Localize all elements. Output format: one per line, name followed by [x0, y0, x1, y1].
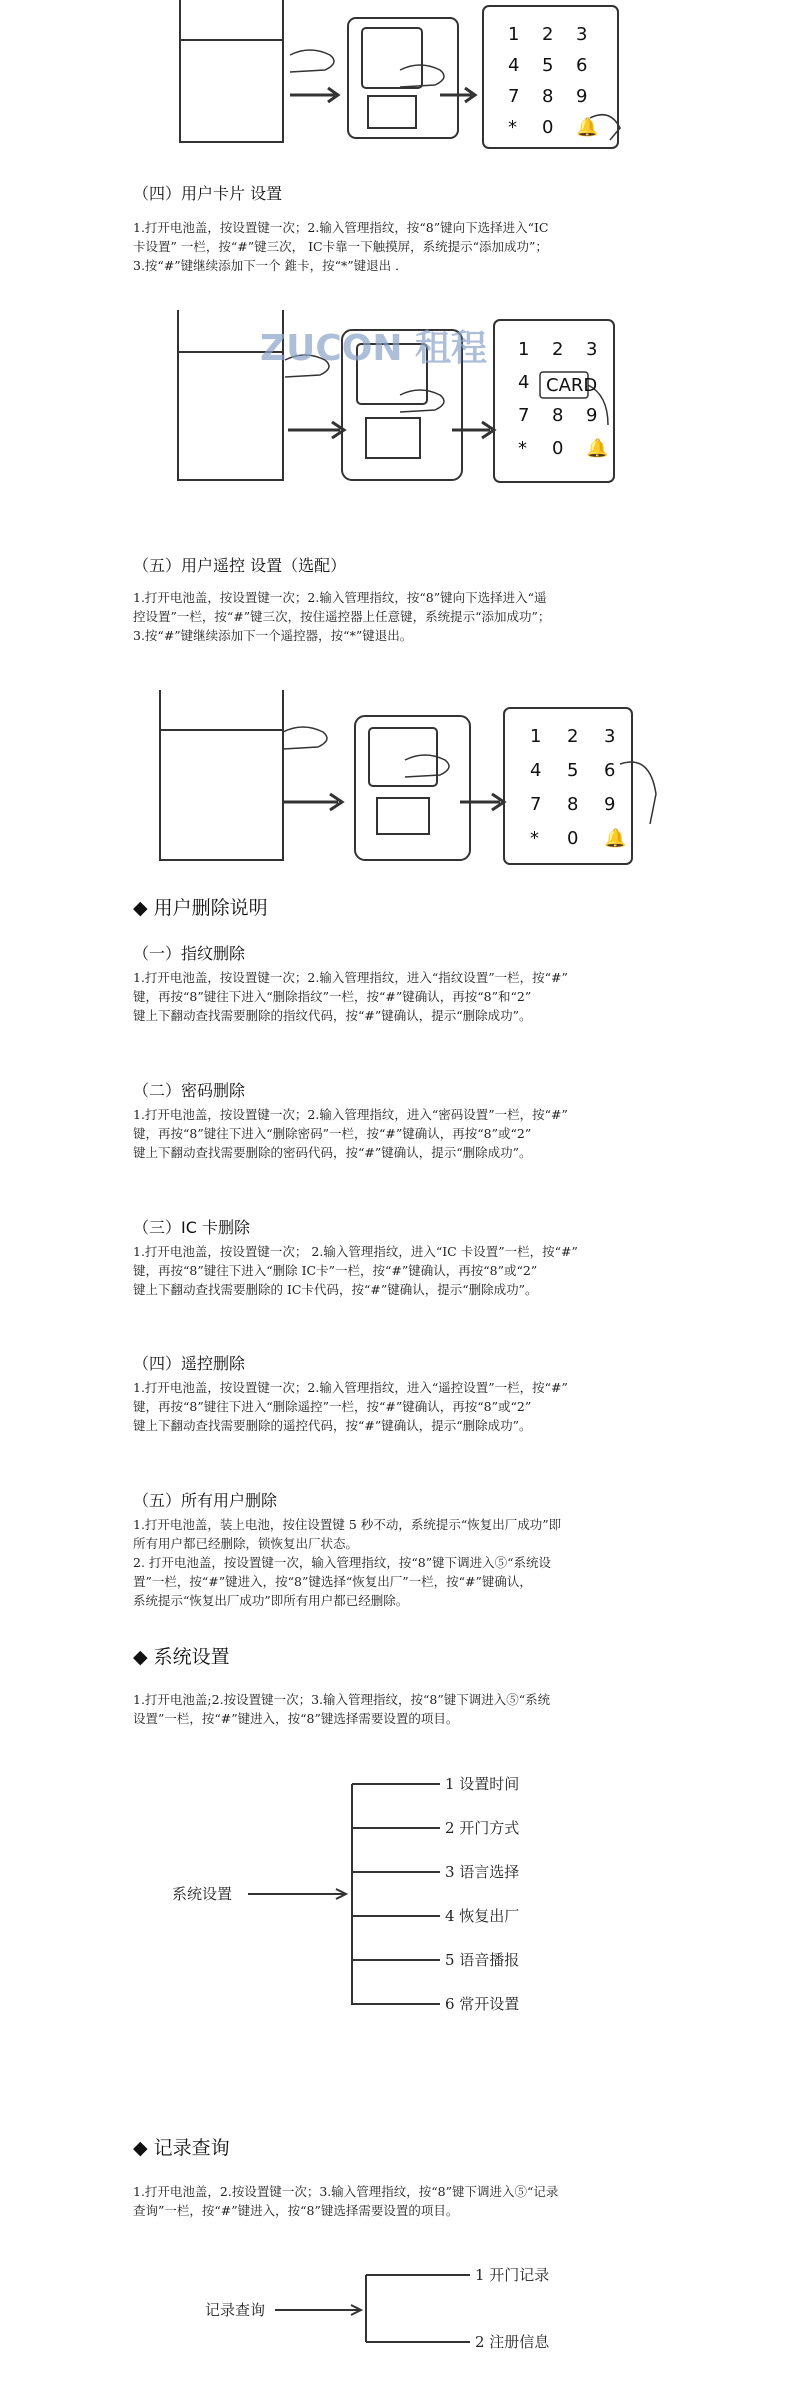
keypad-key: 4 — [518, 372, 530, 393]
keypad-key: 2 — [552, 339, 564, 360]
tree-item: 6 常开设置 — [445, 1995, 520, 2013]
text-line: 1.打开电池盖，按设置键一次；2.输入管理指纹，按“8”键向下选择进入“遥 — [133, 590, 547, 605]
keypad-key: 0 — [567, 828, 579, 849]
keypad-key: 🔔 — [576, 117, 599, 138]
text-line: 1.打开电池盖，2.按设置键一次；3.输入管理指纹，按“8”键下调进入⑤“记录 — [133, 2184, 559, 2199]
delete-heading-text: 用户删除说明 — [153, 897, 268, 919]
keypad-key: 3 — [604, 726, 616, 747]
diamond-icon: ◆ — [133, 1646, 154, 1668]
keypad-key: 7 — [518, 405, 530, 426]
text-line: 键上下翻动查找需要删除的指纹代码，按“#”键确认，提示“删除成功”。 — [133, 1008, 532, 1023]
tree-item: 2 注册信息 — [475, 2333, 550, 2351]
figure-password-setup — [0, 0, 790, 160]
text-line: 查询”一栏，按“#”键进入，按“8”键选择需要设置的项目。 — [133, 2203, 459, 2218]
text-line: 键，再按“8”键往下进入“删除遥控”一栏，按“#”键确认，再按“8”或“2” — [133, 1399, 532, 1414]
text-line: 卡设置” 一栏，按“#”键三次， IC卡靠一下触摸屏，系统提示“添加成功”； — [133, 239, 548, 254]
keypad-key: * — [518, 438, 527, 459]
all-delete-title: （五）所有用户删除 — [133, 1491, 278, 1510]
text-line: 1.打开电池盖，按设置键一次；2.输入管理指纹，进入“指纹设置”一栏，按“#” — [133, 970, 568, 985]
text-line: 1.打开电池盖，按设置键一次；2.输入管理指纹，按“8”键向下选择进入“IC — [133, 220, 549, 235]
tree-root: 记录查询 — [205, 2301, 266, 2319]
keypad-key: 5 — [567, 760, 579, 781]
keypad-key: 1 — [530, 726, 542, 747]
system-heading-text: 系统设置 — [153, 1646, 230, 1668]
system-settings-tree — [0, 1760, 790, 2013]
ic-delete-title: （三）IC 卡删除 — [133, 1218, 250, 1237]
card-setup-title: （四）用户卡片 设置 — [133, 184, 283, 203]
arrow-1 — [290, 88, 338, 102]
remote-delete-title: （四）遥控删除 — [133, 1354, 246, 1373]
keypad-key: * — [508, 117, 517, 138]
tree-item: 5 语音播报 — [445, 1951, 520, 1969]
keypad-key: 2 — [567, 726, 579, 747]
records-heading-text: 记录查询 — [153, 2137, 230, 2159]
keypad-key: 0 — [552, 438, 564, 459]
tree-item: 1 开门记录 — [475, 2266, 550, 2284]
tree-item: 4 恢复出厂 — [445, 1907, 520, 1925]
keypad-key: 🔔 — [586, 438, 609, 459]
text-line: 键上下翻动查找需要删除的密码代码，按“#”键确认，提示“删除成功”。 — [133, 1145, 532, 1160]
keypad-key: 2 — [542, 24, 554, 45]
watermark: ZUCON 租程 — [260, 328, 488, 369]
tree-branches — [352, 1775, 519, 2013]
keypad-key: 9 — [604, 794, 616, 815]
text-line: 键，再按“8”键往下进入“删除 IC卡”一栏，按“#”键确认，再按“8”或“2” — [133, 1263, 538, 1278]
keypad-key: * — [530, 828, 539, 849]
text-line: 键，再按“8”键往下进入“删除指纹”一栏，按“#”键确认，再按“8”和“2” — [133, 989, 532, 1004]
keypad-key: 7 — [530, 794, 542, 815]
tree-item: 1 设置时间 — [445, 1775, 520, 1793]
keypad-key: 8 — [552, 405, 564, 426]
text-line: 3.按“#”键继续添加下一个 錐卡，按“*”键退出 ． — [133, 258, 408, 273]
remote-setup-text — [133, 588, 673, 645]
tree-branches — [366, 2266, 550, 2351]
battery-cover-panel — [180, 0, 283, 142]
keypad-key: 8 — [567, 794, 579, 815]
text-line: 1.打开电池盖，按设置键一次； 2.输入管理指纹，进入“IC 卡设置”一栏，按“#” — [133, 1244, 578, 1259]
keypad-key: 4 — [530, 760, 542, 781]
tree-item: 2 开门方式 — [445, 1819, 520, 1837]
text-line: 1.打开电池盖，装上电池，按住设置键 5 秒不动，系统提示“恢复出厂成功”即 — [133, 1517, 562, 1532]
tree-root: 系统设置 — [172, 1885, 233, 1903]
keypad-key: 1 — [508, 24, 520, 45]
pw-delete-text — [133, 1105, 673, 1162]
keypad-key: 9 — [576, 86, 588, 107]
all-delete-text — [133, 1515, 673, 1610]
delete-heading — [133, 893, 268, 920]
keypad-key: 8 — [542, 86, 554, 107]
fp-delete-title: （一）指纹删除 — [133, 944, 246, 963]
keypad-key: 9 — [586, 405, 598, 426]
ic-delete-text — [133, 1242, 673, 1299]
text-line: 1.打开电池盖，按设置键一次；2.输入管理指纹，进入“密码设置”一栏，按“#” — [133, 1107, 568, 1122]
text-line: 系统提示“恢复出厂成功”即所有用户都已经删除。 — [133, 1593, 409, 1608]
text-line: 设置”一栏，按“#”键进入，按“8”键选择需要设置的项目。 — [133, 1711, 459, 1726]
diamond-icon: ◆ — [133, 2137, 154, 2159]
fp-delete-text — [133, 968, 673, 1025]
records-text — [133, 2182, 673, 2220]
pw-delete-title: （二）密码删除 — [133, 1081, 246, 1100]
keypad-key: 1 — [518, 339, 530, 360]
text-line: 控设置”一栏，按“#”键三次，按住遥控器上任意键，系统提示“添加成功”； — [133, 609, 551, 624]
system-text — [133, 1690, 673, 1728]
keypad-key: 4 — [508, 55, 520, 76]
diamond-icon: ◆ — [133, 897, 154, 919]
keypad-key: 6 — [604, 760, 616, 781]
text-line: 键，再按“8”键往下进入“删除密码”一栏，按“#”键确认，再按“8”或“2” — [133, 1126, 532, 1141]
card-setup-text — [133, 218, 673, 275]
card-label: CARD — [546, 375, 598, 396]
tree-item: 3 语言选择 — [445, 1863, 520, 1881]
text-line: 键上下翻动查找需要删除的遥控代码，按“#”键确认，提示“删除成功”。 — [133, 1418, 532, 1433]
hand-icon — [290, 50, 334, 72]
keypad-key: 6 — [576, 55, 588, 76]
fingerprint-module — [348, 18, 458, 138]
text-line: 1.打开电池盖，按设置键一次；2.输入管理指纹，进入“遥控设置”一栏，按“#” — [133, 1380, 568, 1395]
figure-remote-setup — [0, 680, 790, 870]
text-line: 键上下翻动查找需要删除的 IC卡代码，按“#”键确认，提示“删除成功”。 — [133, 1282, 538, 1297]
keypad-key: 3 — [586, 339, 598, 360]
remote-setup-title: （五）用户遥控 设置（选配） — [133, 556, 347, 575]
keypad-key: 🔔 — [604, 828, 627, 849]
text-line: 所有用户都已经删除，锁恢复出厂状态。 — [133, 1536, 359, 1551]
records-heading — [133, 2133, 230, 2160]
keypad-key: 5 — [542, 55, 554, 76]
keypad-key: 3 — [576, 24, 588, 45]
keypad-key: 7 — [508, 86, 520, 107]
text-line: 1.打开电池盖;2.按设置键一次；3.输入管理指纹，按“8”键下调进入⑤“系统 — [133, 1692, 551, 1707]
remote-delete-text — [133, 1378, 673, 1435]
keypad-key: 0 — [542, 117, 554, 138]
text-line: 置”一栏，按“#”键进入，按“8”键选择“恢复出厂”一栏，按“#”键确认， — [133, 1574, 532, 1589]
system-heading — [133, 1642, 230, 1669]
records-tree — [0, 2250, 790, 2380]
text-line: 3.按“#”键继续添加下一个遥控器，按“*”键退出。 — [133, 628, 413, 643]
figure-card-setup — [0, 300, 790, 490]
text-line: 2. 打开电池盖，按设置键一次，输入管理指纹，按“8”键下调进入⑤“系统设 — [133, 1555, 552, 1570]
